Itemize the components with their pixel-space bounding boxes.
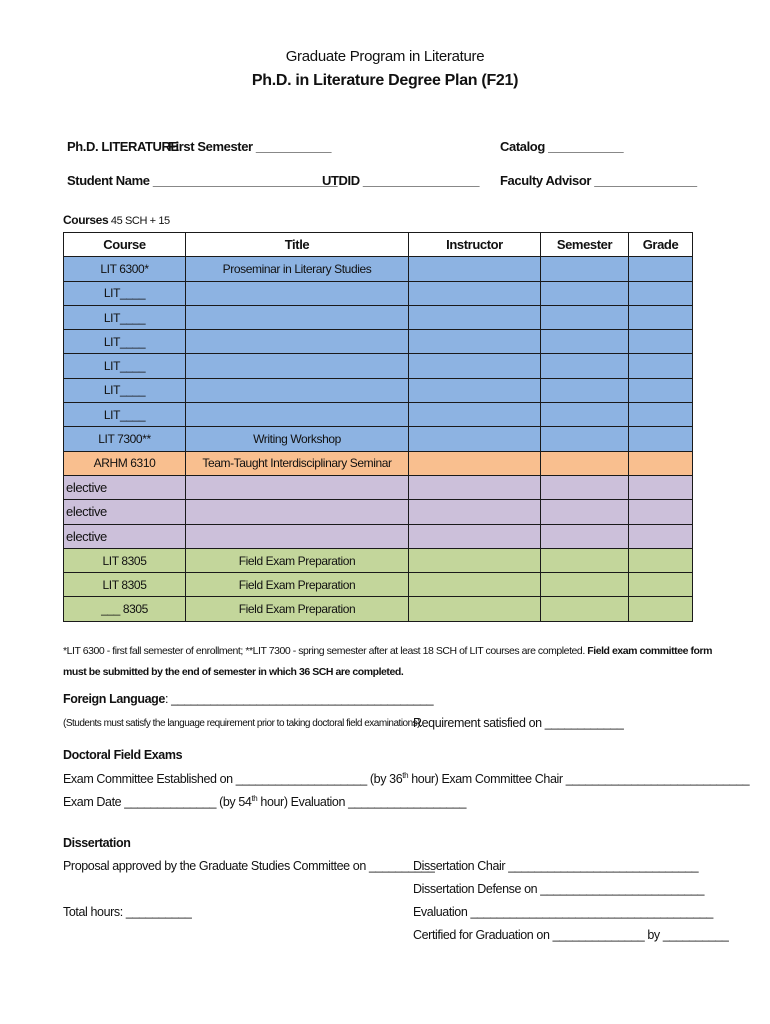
course-cell[interactable]: LIT 8305 (64, 548, 186, 572)
course-cell[interactable]: LIT 6300* (64, 257, 186, 281)
column-header-grade: Grade (629, 233, 693, 257)
table-header-row (64, 233, 693, 257)
instructor-cell[interactable] (409, 378, 541, 402)
title-cell[interactable]: Writing Workshop (186, 427, 409, 451)
grade-cell[interactable] (629, 427, 693, 451)
column-header-semester: Semester (541, 233, 629, 257)
catalog-field[interactable]: Catalog ___________ (500, 139, 624, 154)
title-cell[interactable]: Field Exam Preparation (186, 573, 409, 597)
semester-cell[interactable] (541, 500, 629, 524)
courses-label (63, 213, 170, 227)
first-semester-field[interactable]: First Semester ___________ (168, 139, 332, 154)
faculty-advisor-field[interactable]: Faculty Advisor _______________ (500, 173, 697, 188)
title-cell[interactable]: Field Exam Preparation (186, 548, 409, 572)
footnote-text: *LIT 6300 - first fall semester of enrollment; **LIT 7300 - spring semester after at least 18 SCH of LIT courses are completed. (63, 645, 588, 657)
ordinal-suffix: th (251, 794, 258, 803)
table-row (64, 500, 693, 524)
instructor-cell[interactable] (409, 281, 541, 305)
table-row (64, 378, 693, 402)
course-cell[interactable]: elective (64, 524, 186, 548)
proposal-approved-field[interactable]: Proposal approved by the Graduate Studies Committee on __________ (63, 859, 435, 873)
table-row (64, 427, 693, 451)
course-cell[interactable]: elective (64, 500, 186, 524)
course-cell[interactable]: ARHM 6310 (64, 451, 186, 475)
title-cell[interactable]: Field Exam Preparation (186, 597, 409, 621)
instructor-cell[interactable] (409, 403, 541, 427)
course-cell[interactable]: LIT 8305 (64, 573, 186, 597)
foreign-language-label: Foreign Language (63, 692, 165, 706)
title-cell[interactable] (186, 354, 409, 378)
course-cell[interactable]: LIT____ (64, 378, 186, 402)
table-row (64, 305, 693, 329)
table-row (64, 403, 693, 427)
instructor-cell[interactable] (409, 573, 541, 597)
instructor-cell[interactable] (409, 524, 541, 548)
field-exams-heading: Doctoral Field Exams (63, 748, 183, 762)
column-header-instructor: Instructor (409, 233, 541, 257)
dissertation-chair-field[interactable]: Dissertation Chair _____________________________ (413, 859, 699, 873)
courses-label-sch: 45 SCH + 15 (108, 215, 170, 227)
grade-cell[interactable] (629, 378, 693, 402)
grade-cell[interactable] (629, 305, 693, 329)
grade-cell[interactable] (629, 597, 693, 621)
title-cell[interactable] (186, 330, 409, 354)
semester-cell[interactable] (541, 354, 629, 378)
course-cell[interactable]: LIT____ (64, 403, 186, 427)
title-cell[interactable] (186, 305, 409, 329)
grade-cell[interactable] (629, 500, 693, 524)
table-row (64, 597, 693, 621)
grade-cell[interactable] (629, 451, 693, 475)
title-cell[interactable] (186, 281, 409, 305)
instructor-cell[interactable] (409, 330, 541, 354)
grade-cell[interactable] (629, 524, 693, 548)
table-row (64, 475, 693, 499)
course-cell[interactable]: elective (64, 475, 186, 499)
semester-cell[interactable] (541, 451, 629, 475)
instructor-cell[interactable] (409, 451, 541, 475)
instructor-cell[interactable] (409, 500, 541, 524)
semester-cell[interactable] (541, 281, 629, 305)
utdid-field[interactable]: UTDID _________________ (322, 173, 480, 188)
semester-cell[interactable] (541, 257, 629, 281)
grade-cell[interactable] (629, 573, 693, 597)
course-cell[interactable]: ___ 8305 (64, 597, 186, 621)
title-cell[interactable]: Team-Taught Interdisciplinary Seminar (186, 451, 409, 475)
table-row (64, 354, 693, 378)
table-row (64, 573, 693, 597)
semester-cell[interactable] (541, 330, 629, 354)
degree-plan-title: Ph.D. in Literature Degree Plan (F21) (251, 72, 519, 89)
requirement-satisfied-field[interactable]: Requirement satisfied on ____________ (413, 716, 624, 730)
semester-cell[interactable] (541, 378, 629, 402)
exam-committee-line[interactable] (63, 771, 749, 786)
footnote-bold-text: Field exam committee form must be submitted by the end of semester in which 36 SCH are completed. (63, 645, 712, 678)
courses-label-bold: Courses (63, 213, 109, 227)
course-cell[interactable]: LIT____ (64, 354, 186, 378)
instructor-cell[interactable] (409, 597, 541, 621)
course-cell[interactable]: LIT____ (64, 305, 186, 329)
language-requirement-note: (Students must satisfy the language requirement prior to taking doctoral field examinations). (63, 718, 423, 729)
title-cell[interactable] (186, 403, 409, 427)
exam-committee-chair-field[interactable]: hour) Exam Committee Chair ____________________________ (408, 772, 750, 787)
evaluation-field[interactable]: hour) Evaluation __________________ (257, 795, 467, 810)
instructor-cell[interactable] (409, 548, 541, 572)
semester-cell[interactable] (541, 427, 629, 451)
semester-cell[interactable] (541, 475, 629, 499)
program-label: Ph.D. LITERATURE (67, 139, 179, 154)
exam-date-field[interactable]: Exam Date ______________ (by 54 (63, 795, 252, 810)
course-footnote (63, 641, 713, 683)
table-row (64, 524, 693, 548)
foreign-language-line[interactable] (63, 692, 433, 706)
instructor-cell[interactable] (409, 475, 541, 499)
course-cell[interactable]: LIT____ (64, 281, 186, 305)
title-cell[interactable] (186, 524, 409, 548)
instructor-cell[interactable] (409, 427, 541, 451)
instructor-cell[interactable] (409, 305, 541, 329)
course-cell[interactable]: LIT____ (64, 330, 186, 354)
semester-cell[interactable] (541, 524, 629, 548)
program-title: Graduate Program in Literature (285, 48, 485, 65)
student-name-field[interactable]: Student Name ___________________________ (67, 173, 338, 188)
certified-for-graduation-field[interactable]: Certified for Graduation on ______________ by __________ (413, 928, 729, 942)
course-table (63, 232, 693, 622)
instructor-cell[interactable] (409, 354, 541, 378)
table-row (64, 548, 693, 572)
table-row (64, 451, 693, 475)
semester-cell[interactable] (541, 597, 629, 621)
instructor-cell[interactable] (409, 257, 541, 281)
table-row (64, 330, 693, 354)
title-cell[interactable]: Proseminar in Literary Studies (186, 257, 409, 281)
column-header-title: Title (186, 233, 409, 257)
ordinal-suffix: th (402, 771, 409, 780)
grade-cell[interactable] (629, 475, 693, 499)
title-cell[interactable] (186, 475, 409, 499)
semester-cell[interactable] (541, 573, 629, 597)
exam-date-line[interactable] (63, 794, 466, 809)
grade-cell[interactable] (629, 281, 693, 305)
grade-cell[interactable] (629, 548, 693, 572)
table-row (64, 257, 693, 281)
grade-cell[interactable] (629, 354, 693, 378)
exam-committee-established-field[interactable]: Exam Committee Established on ____________________ (by 36 (63, 772, 403, 787)
grade-cell[interactable] (629, 403, 693, 427)
dissertation-heading: Dissertation (63, 836, 131, 850)
column-header-course: Course (64, 233, 186, 257)
semester-cell[interactable] (541, 403, 629, 427)
foreign-language-field[interactable]: : ________________________________________ (164, 692, 434, 706)
dissertation-defense-field[interactable]: Dissertation Defense on _________________________ (413, 882, 705, 896)
grade-cell[interactable] (629, 257, 693, 281)
title-cell[interactable] (186, 500, 409, 524)
grade-cell[interactable] (629, 330, 693, 354)
course-rows (64, 257, 693, 621)
table-row (64, 281, 693, 305)
dissertation-evaluation-field[interactable]: Evaluation _____________________________________ (413, 905, 713, 919)
semester-cell[interactable] (541, 305, 629, 329)
course-cell[interactable]: LIT 7300** (64, 427, 186, 451)
semester-cell[interactable] (541, 548, 629, 572)
total-hours-field[interactable]: Total hours: __________ (63, 905, 192, 919)
title-cell[interactable] (186, 378, 409, 402)
